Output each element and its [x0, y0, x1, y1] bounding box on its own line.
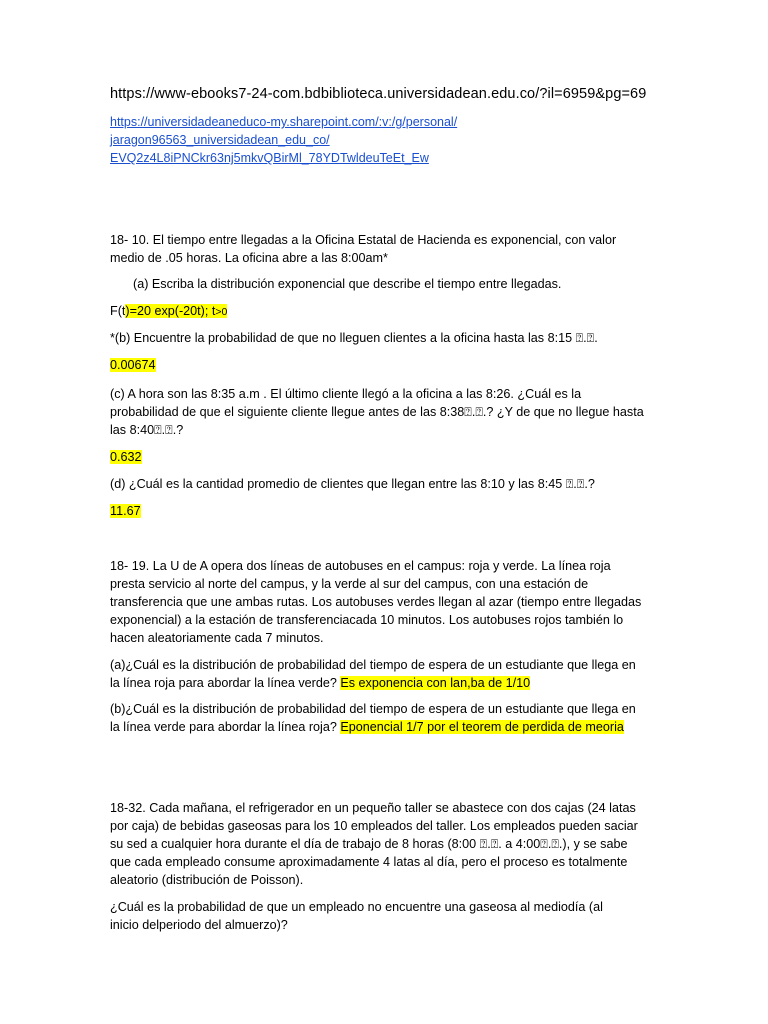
q1810-answer-c [110, 448, 142, 466]
q1819-statement-line-5: hacen aleatoriamente cada 7 minutos. [110, 631, 324, 645]
q1810-part-b: *(b) Encuentre la probabilidad de que no lleguen clientes a la oficina hasta las 8:15 ⍰.⍰. [110, 331, 598, 345]
link-line-3[interactable]: EVQ2z4L8iPNCkr63nj5mkvQBirMl_78YDTwldeuTeEt_Ew [110, 151, 429, 165]
q1810-part-c-line-3: las 8:40⍰.⍰.? [110, 423, 184, 437]
part-b-question: la línea verde para abordar la línea roja? [110, 720, 341, 734]
q1819-part-a-line-2 [110, 674, 530, 692]
q1810-answer-d [110, 502, 141, 520]
q1832-statement-line-3: su sed a cualquier hora durante el día de trabajo de 8 horas (8:00 ⍰.⍰. a 4:00⍰.⍰.), y se sabe [110, 837, 628, 851]
q1819-part-b-line-2 [110, 718, 624, 736]
answer-c-value: 0.632 [110, 450, 142, 464]
part-b-answer: Eponencial 1/7 por el teorem de perdida de meoria [340, 720, 624, 734]
q1819-statement-line-1: 18- 19. La U de A opera dos líneas de autobuses en el campus: roja y verde. La línea roja [110, 559, 611, 573]
answer-a-highlight [125, 304, 227, 318]
part-a-answer: Es exponencia con lan,ba de 1/10 [340, 676, 531, 690]
q1810-part-d: (d) ¿Cuál es la cantidad promedio de clientes que llegan entre las 8:10 y las 8:45 ⍰.⍰.? [110, 477, 595, 491]
part-a-question: la línea roja para abordar la línea verde? [110, 676, 341, 690]
answer-d-value: 11.67 [110, 504, 141, 518]
q1810-statement-line-1: 18- 10. El tiempo entre llegadas a la Oficina Estatal de Hacienda es exponencial, con valor [110, 233, 617, 247]
q1832-question-line-1: ¿Cuál es la probabilidad de que un empleado no encuentre una gaseosa al mediodía (al [110, 900, 603, 914]
q1810-part-c-line-1: (c) A hora son las 8:35 a.m . El último cliente llegó a la oficina a las 8:26. ¿Cuál es la [110, 387, 582, 401]
q1819-part-a-line-1: (a)¿Cuál es la distribución de probabilidad del tiempo de espera de un estudiante que llega en [110, 658, 636, 672]
source-url: https://www-ebooks7-24-com.bdbiblioteca.universidadean.edu.co/?il=6959&pg=69 [110, 86, 647, 102]
link-line-1[interactable]: https://universidadeaneduco-my.sharepoint.com/:v:/g/personal/ [110, 115, 458, 129]
q1832-statement-line-2: por caja) de bebidas gaseosas para los 10 empleados del taller. Los empleados pueden saciar [110, 819, 638, 833]
q1832-statement-line-5: aleatorio (distribución de Poisson). [110, 873, 304, 887]
q1819-part-b-line-1: (b)¿Cuál es la distribución de probabilidad del tiempo de espera de un estudiante que llega en [110, 702, 636, 716]
link-line-2[interactable]: jaragon96563_universidadean_edu_co/ [110, 133, 330, 147]
q1819-statement-line-2: presta servicio al norte del campus, y la verde al sur del campus, con una estación de [110, 577, 589, 591]
answer-a-formula: )=20 exp(-20t); t [125, 304, 216, 318]
answer-a-condition: >0 [215, 306, 228, 318]
q1832-statement-line-4: que cada empleado consume aproximadamente 4 latas al día, pero el proceso es totalmente [110, 855, 628, 869]
q1819-statement-line-3: transferencia que une ambas rutas. Los autobuses verdes llegan al azar (tiempo entre llegadas [110, 595, 642, 609]
answer-b-value: 0.00674 [110, 358, 156, 372]
answer-a-prefix: F(t [110, 304, 126, 318]
q1832-statement-line-1: 18-32. Cada mañana, el refrigerador en un pequeño taller se abastece con dos cajas (24 latas [110, 801, 636, 815]
q1810-part-a: (a) Escriba la distribución exponencial que describe el tiempo entre llegadas. [133, 277, 562, 291]
q1832-question-line-2: inicio delperiodo del almuerzo)? [110, 918, 288, 932]
q1819-statement-line-4: exponencial) a la estación de transferenciacada 10 minutos. Los autobuses rojos también lo [110, 613, 624, 627]
q1810-answer-a [110, 302, 227, 321]
q1810-statement-line-2: medio de .05 horas. La oficina abre a las 8:00am* [110, 251, 388, 265]
q1810-part-c-line-2: probabilidad de que el siguiente cliente llegue antes de las 8:38⍰.⍰.? ¿Y de que no llegue hasta [110, 405, 644, 419]
q1810-answer-b [110, 356, 156, 374]
sharepoint-link[interactable] [110, 113, 457, 167]
